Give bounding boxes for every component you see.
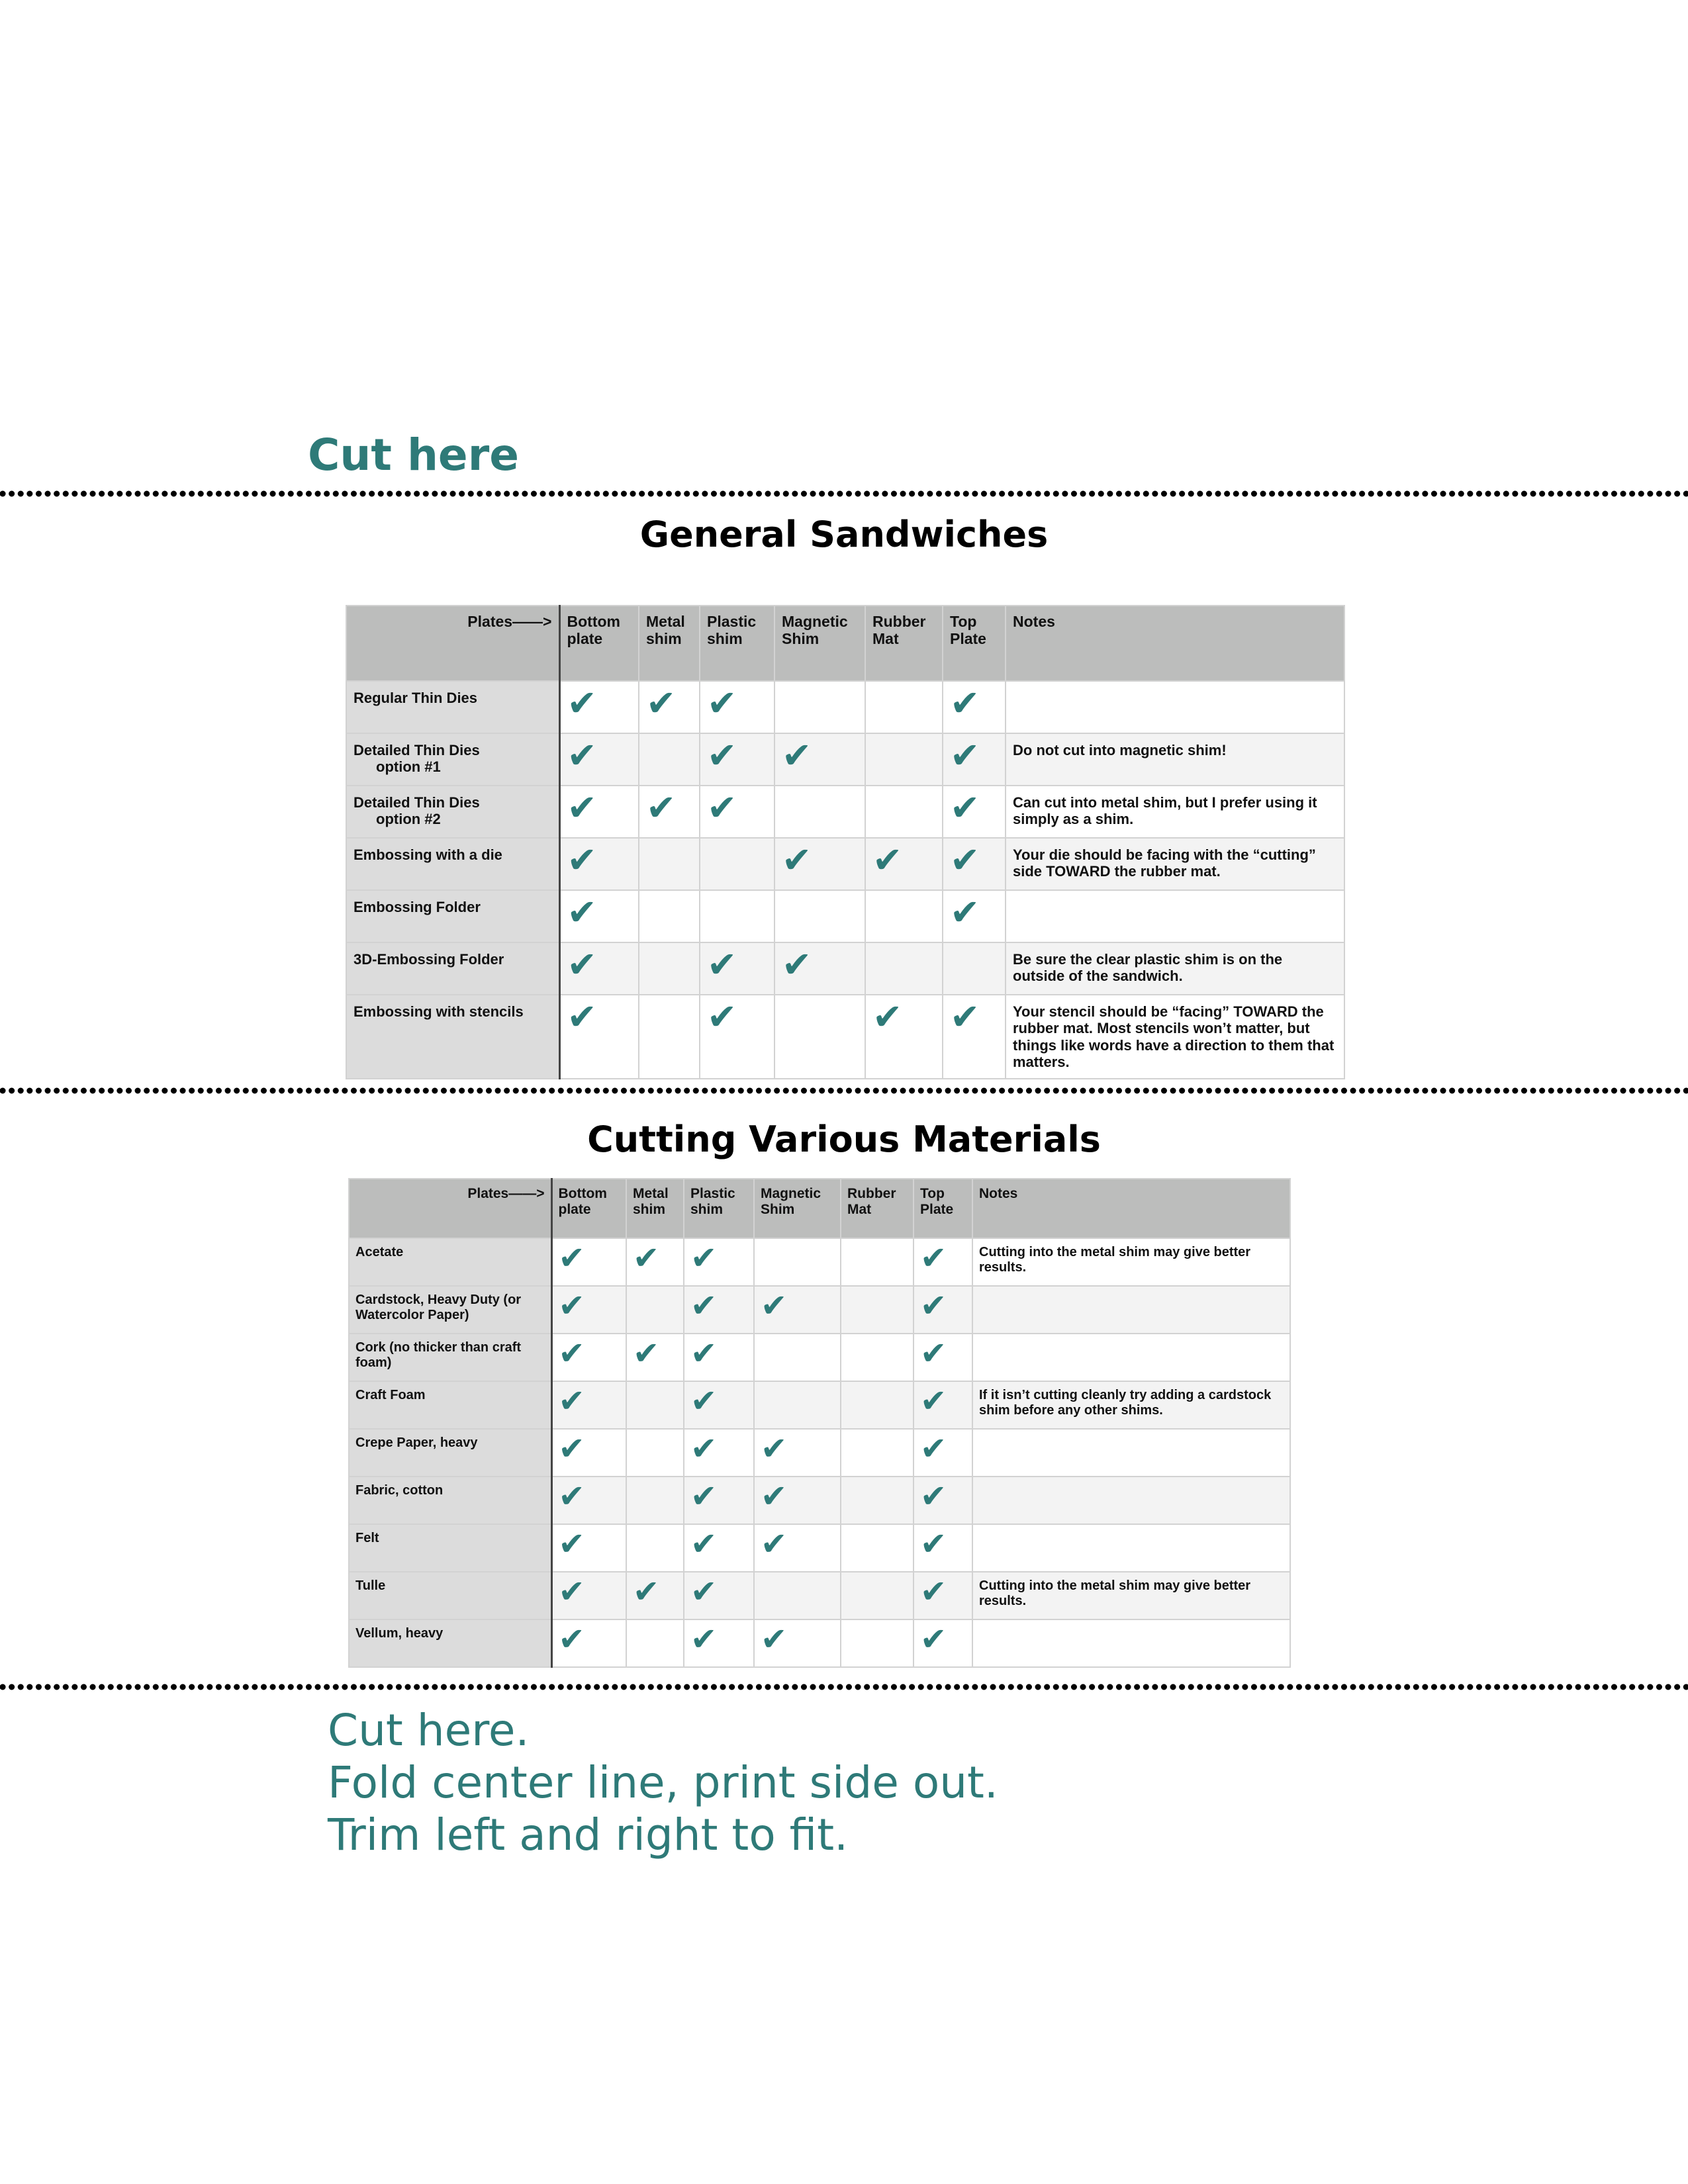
plate-cell: [774, 890, 865, 942]
row-label-text: Embossing with a die: [353, 846, 502, 863]
column-header: Magnetic Shim: [774, 606, 865, 681]
checkmark-icon: ✔: [633, 1240, 660, 1277]
table-row: [349, 1286, 1290, 1334]
plate-cell: [684, 1381, 754, 1429]
note-cell: Can cut into metal shim, but I prefer using it simply as a shim.: [1006, 786, 1344, 838]
table-row: [349, 1334, 1290, 1381]
row-label: [349, 1572, 551, 1619]
plate-cell: [865, 838, 943, 890]
plate-cell: [700, 681, 774, 733]
checkmark-icon: ✔: [782, 735, 812, 776]
checkmark-icon: ✔: [707, 996, 737, 1038]
plate-cell: [914, 1619, 972, 1667]
column-header: Plastic shim: [684, 1179, 754, 1238]
plate-cell: [684, 1477, 754, 1524]
note-cell: If it isn’t cutting cleanly try adding a cardstock shim before any other shims.: [972, 1381, 1290, 1429]
row-label-text: Cork (no thicker than craft foam): [355, 1340, 522, 1370]
cut-line-middle: [0, 1087, 1688, 1095]
checkmark-icon: ✔: [558, 1287, 585, 1324]
checkmark-icon: ✔: [690, 1525, 718, 1563]
notes-header: Notes: [1006, 606, 1344, 681]
checkmark-icon: ✔: [567, 891, 597, 933]
plate-cell: [841, 1477, 914, 1524]
row-label: [346, 681, 559, 733]
plate-cell: [559, 681, 639, 733]
column-header: Rubber Mat: [865, 606, 943, 681]
plate-cell: [700, 890, 774, 942]
note-cell: [1006, 890, 1344, 942]
plate-cell: [626, 1572, 684, 1619]
plate-cell: [865, 786, 943, 838]
checkmark-icon: ✔: [558, 1573, 585, 1610]
plate-cell: [551, 1477, 626, 1524]
plate-cell: [639, 733, 700, 786]
row-label: [349, 1381, 551, 1429]
checkmark-icon: ✔: [950, 839, 980, 881]
checkmark-icon: ✔: [633, 1335, 660, 1372]
plates-header: Plates——>: [346, 606, 559, 681]
row-label-text: Regular Thin Dies: [353, 690, 478, 706]
checkmark-icon: ✔: [690, 1430, 718, 1467]
row-label-text: Embossing with stencils: [353, 1003, 524, 1020]
checkmark-icon: ✔: [690, 1287, 718, 1324]
checkmark-icon: ✔: [646, 787, 677, 829]
checkmark-icon: ✔: [950, 787, 980, 829]
plate-cell: [914, 1381, 972, 1429]
checkmark-icon: ✔: [690, 1240, 718, 1277]
row-label-option: option #2: [376, 811, 441, 828]
note-cell: [972, 1477, 1290, 1524]
checkmark-icon: ✔: [920, 1430, 947, 1467]
checkmark-icon: ✔: [782, 944, 812, 985]
checkmark-icon: ✔: [761, 1430, 788, 1467]
bottom-instruction-line: Fold center line, print side out.: [328, 1757, 998, 1809]
table-row: [346, 681, 1344, 733]
note-cell: Your die should be facing with the “cutting” side TOWARD the rubber mat.: [1006, 838, 1344, 890]
plates-header: Plates——>: [349, 1179, 551, 1238]
checkmark-icon: ✔: [567, 996, 597, 1038]
plate-cell: [700, 942, 774, 995]
checkmark-icon: ✔: [707, 787, 737, 829]
plate-cell: [626, 1524, 684, 1572]
checkmark-icon: ✔: [950, 891, 980, 933]
checkmark-icon: ✔: [558, 1240, 585, 1277]
plate-cell: [841, 1381, 914, 1429]
checkmark-icon: ✔: [567, 839, 597, 881]
plate-cell: [754, 1619, 841, 1667]
checkmark-icon: ✔: [782, 839, 812, 881]
column-header: Bottom plate: [559, 606, 639, 681]
row-label-text: 3D-Embossing Folder: [353, 951, 504, 968]
plate-cell: [841, 1429, 914, 1477]
note-cell: [972, 1619, 1290, 1667]
plate-cell: [551, 1429, 626, 1477]
plate-cell: [551, 1524, 626, 1572]
plate-cell: [943, 942, 1006, 995]
checkmark-icon: ✔: [690, 1478, 718, 1515]
bottom-instruction-line: Cut here.: [328, 1705, 530, 1756]
row-label: [349, 1619, 551, 1667]
plate-cell: [865, 733, 943, 786]
plate-cell: [754, 1286, 841, 1334]
plate-cell: [559, 838, 639, 890]
plate-cell: [551, 1619, 626, 1667]
plate-cell: [700, 995, 774, 1079]
row-label: [346, 890, 559, 942]
plate-cell: [626, 1477, 684, 1524]
column-header: Magnetic Shim: [754, 1179, 841, 1238]
checkmark-icon: ✔: [558, 1525, 585, 1563]
checkmark-icon: ✔: [646, 682, 677, 724]
checkmark-icon: ✔: [761, 1525, 788, 1563]
row-label: [346, 786, 559, 838]
checkmark-icon: ✔: [690, 1621, 718, 1658]
checkmark-icon: ✔: [920, 1287, 947, 1324]
plate-cell: [841, 1238, 914, 1286]
row-label-text: Detailed Thin Dies: [353, 742, 480, 758]
row-label: [346, 995, 559, 1079]
table-row: [349, 1238, 1290, 1286]
row-label-text: Vellum, heavy: [355, 1626, 444, 1641]
table-row: [349, 1524, 1290, 1572]
plate-cell: [700, 786, 774, 838]
plate-cell: [841, 1334, 914, 1381]
plate-cell: [559, 786, 639, 838]
plate-cell: [551, 1238, 626, 1286]
table-row: [349, 1477, 1290, 1524]
column-header: Bottom plate: [551, 1179, 626, 1238]
plate-cell: [865, 942, 943, 995]
column-header: Top Plate: [943, 606, 1006, 681]
row-label-text: Craft Foam: [355, 1388, 426, 1402]
plate-cell: [754, 1572, 841, 1619]
checkmark-icon: ✔: [920, 1525, 947, 1563]
plate-cell: [684, 1238, 754, 1286]
top-cut-instruction: Cut here: [308, 430, 520, 480]
plate-cell: [774, 786, 865, 838]
checkmark-icon: ✔: [920, 1478, 947, 1515]
plate-cell: [841, 1619, 914, 1667]
row-label: [346, 838, 559, 890]
plate-cell: [639, 942, 700, 995]
plate-cell: [943, 786, 1006, 838]
checkmark-icon: ✔: [567, 735, 597, 776]
checkmark-icon: ✔: [950, 996, 980, 1038]
table-row: [346, 733, 1344, 786]
row-label-text: Cardstock, Heavy Duty (or Watercolor Paper): [355, 1293, 522, 1322]
checkmark-icon: ✔: [761, 1478, 788, 1515]
plate-cell: [774, 995, 865, 1079]
plate-cell: [914, 1524, 972, 1572]
note-cell: Cutting into the metal shim may give better results.: [972, 1572, 1290, 1619]
checkmark-icon: ✔: [633, 1573, 660, 1610]
cutting-materials-table: [348, 1178, 1291, 1668]
checkmark-icon: ✔: [920, 1621, 947, 1658]
column-header: Plastic shim: [700, 606, 774, 681]
plate-cell: [914, 1429, 972, 1477]
plate-cell: [700, 733, 774, 786]
plate-cell: [754, 1477, 841, 1524]
plate-cell: [639, 786, 700, 838]
plate-cell: [943, 681, 1006, 733]
checkmark-icon: ✔: [567, 787, 597, 829]
plate-cell: [700, 838, 774, 890]
bottom-instructions: [328, 1704, 998, 1862]
note-cell: [1006, 681, 1344, 733]
checkmark-icon: ✔: [558, 1430, 585, 1467]
checkmark-icon: ✔: [707, 735, 737, 776]
note-cell: Your stencil should be “facing” TOWARD the rubber mat. Most stencils won’t matter, but things like words have a direction to them that matters.: [1006, 995, 1344, 1079]
checkmark-icon: ✔: [920, 1335, 947, 1372]
checkmark-icon: ✔: [761, 1621, 788, 1658]
plate-cell: [841, 1524, 914, 1572]
checkmark-icon: ✔: [761, 1287, 788, 1324]
plate-cell: [754, 1429, 841, 1477]
checkmark-icon: ✔: [567, 944, 597, 985]
row-label: [346, 942, 559, 995]
checkmark-icon: ✔: [950, 682, 980, 724]
row-label: [346, 733, 559, 786]
plate-cell: [754, 1524, 841, 1572]
notes-header: Notes: [972, 1179, 1290, 1238]
plate-cell: [943, 733, 1006, 786]
checkmark-icon: ✔: [872, 839, 903, 881]
checkmark-icon: ✔: [567, 682, 597, 724]
table-row: [346, 995, 1344, 1079]
plate-cell: [774, 942, 865, 995]
plate-cell: [943, 995, 1006, 1079]
plate-cell: [551, 1381, 626, 1429]
checkmark-icon: ✔: [920, 1383, 947, 1420]
bottom-instruction-line: Trim left and right to fit.: [328, 1809, 849, 1861]
checkmark-icon: ✔: [920, 1240, 947, 1277]
plate-cell: [684, 1286, 754, 1334]
table-row: [349, 1619, 1290, 1667]
checkmark-icon: ✔: [690, 1573, 718, 1610]
plate-cell: [559, 942, 639, 995]
plate-cell: [639, 890, 700, 942]
row-label-text: Crepe Paper, heavy: [355, 1435, 478, 1450]
plate-cell: [639, 995, 700, 1079]
plate-cell: [559, 995, 639, 1079]
plate-cell: [559, 733, 639, 786]
plate-cell: [626, 1429, 684, 1477]
plate-cell: [626, 1334, 684, 1381]
plate-cell: [865, 890, 943, 942]
row-label-text: Fabric, cotton: [355, 1483, 444, 1498]
plate-cell: [754, 1238, 841, 1286]
row-label-text: Embossing Folder: [353, 899, 481, 915]
table-row: [349, 1381, 1290, 1429]
plate-cell: [626, 1381, 684, 1429]
plate-cell: [865, 995, 943, 1079]
plate-cell: [551, 1334, 626, 1381]
table-row: [346, 838, 1344, 890]
column-header: Top Plate: [914, 1179, 972, 1238]
plate-cell: [841, 1572, 914, 1619]
plate-cell: [684, 1429, 754, 1477]
general-sandwiches-table: [346, 605, 1345, 1079]
row-label-text: Tulle: [355, 1578, 386, 1593]
column-header: Rubber Mat: [841, 1179, 914, 1238]
column-header: Metal shim: [639, 606, 700, 681]
plate-cell: [626, 1619, 684, 1667]
row-label-text: Detailed Thin Dies: [353, 794, 480, 811]
checkmark-icon: ✔: [558, 1478, 585, 1515]
plate-cell: [943, 838, 1006, 890]
plate-cell: [774, 681, 865, 733]
plate-cell: [551, 1286, 626, 1334]
plate-cell: [865, 681, 943, 733]
checkmark-icon: ✔: [690, 1335, 718, 1372]
row-label: [349, 1286, 551, 1334]
table1-title: General Sandwiches: [639, 514, 1049, 555]
table2-title: Cutting Various Materials: [587, 1118, 1101, 1160]
checkmark-icon: ✔: [707, 682, 737, 724]
table-row: [349, 1429, 1290, 1477]
plate-cell: [754, 1334, 841, 1381]
plate-cell: [626, 1238, 684, 1286]
table-row: [346, 786, 1344, 838]
checkmark-icon: ✔: [558, 1335, 585, 1372]
plate-cell: [914, 1286, 972, 1334]
column-header: Metal shim: [626, 1179, 684, 1238]
table-row: [346, 942, 1344, 995]
plate-cell: [639, 681, 700, 733]
plate-cell: [639, 838, 700, 890]
note-cell: Do not cut into magnetic shim!: [1006, 733, 1344, 786]
plate-cell: [551, 1572, 626, 1619]
checkmark-icon: ✔: [950, 735, 980, 776]
row-label: [349, 1524, 551, 1572]
note-cell: [972, 1334, 1290, 1381]
row-label: [349, 1429, 551, 1477]
plate-cell: [914, 1238, 972, 1286]
plate-cell: [754, 1381, 841, 1429]
row-label: [349, 1238, 551, 1286]
note-cell: Be sure the clear plastic shim is on the outside of the sandwich.: [1006, 942, 1344, 995]
note-cell: Cutting into the metal shim may give better results.: [972, 1238, 1290, 1286]
plate-cell: [559, 890, 639, 942]
plate-cell: [684, 1524, 754, 1572]
plate-cell: [841, 1286, 914, 1334]
plate-cell: [914, 1477, 972, 1524]
table-row: [346, 890, 1344, 942]
plate-cell: [774, 733, 865, 786]
checkmark-icon: ✔: [558, 1383, 585, 1420]
row-label: [349, 1477, 551, 1524]
plate-cell: [774, 838, 865, 890]
row-label: [349, 1334, 551, 1381]
checkmark-icon: ✔: [690, 1383, 718, 1420]
plate-cell: [943, 890, 1006, 942]
note-cell: [972, 1286, 1290, 1334]
plate-cell: [914, 1572, 972, 1619]
checkmark-icon: ✔: [707, 944, 737, 985]
checkmark-icon: ✔: [872, 996, 903, 1038]
checkmark-icon: ✔: [558, 1621, 585, 1658]
row-label-text: Acetate: [355, 1245, 404, 1259]
cut-line-bottom: [0, 1683, 1688, 1691]
note-cell: [972, 1524, 1290, 1572]
row-label-option: option #1: [376, 758, 441, 776]
cut-line-top: [0, 490, 1688, 498]
plate-cell: [684, 1334, 754, 1381]
plate-cell: [626, 1286, 684, 1334]
checkmark-icon: ✔: [920, 1573, 947, 1610]
note-cell: [972, 1429, 1290, 1477]
plate-cell: [914, 1334, 972, 1381]
plate-cell: [684, 1572, 754, 1619]
row-label-text: Felt: [355, 1531, 379, 1545]
plate-cell: [684, 1619, 754, 1667]
table-row: [349, 1572, 1290, 1619]
